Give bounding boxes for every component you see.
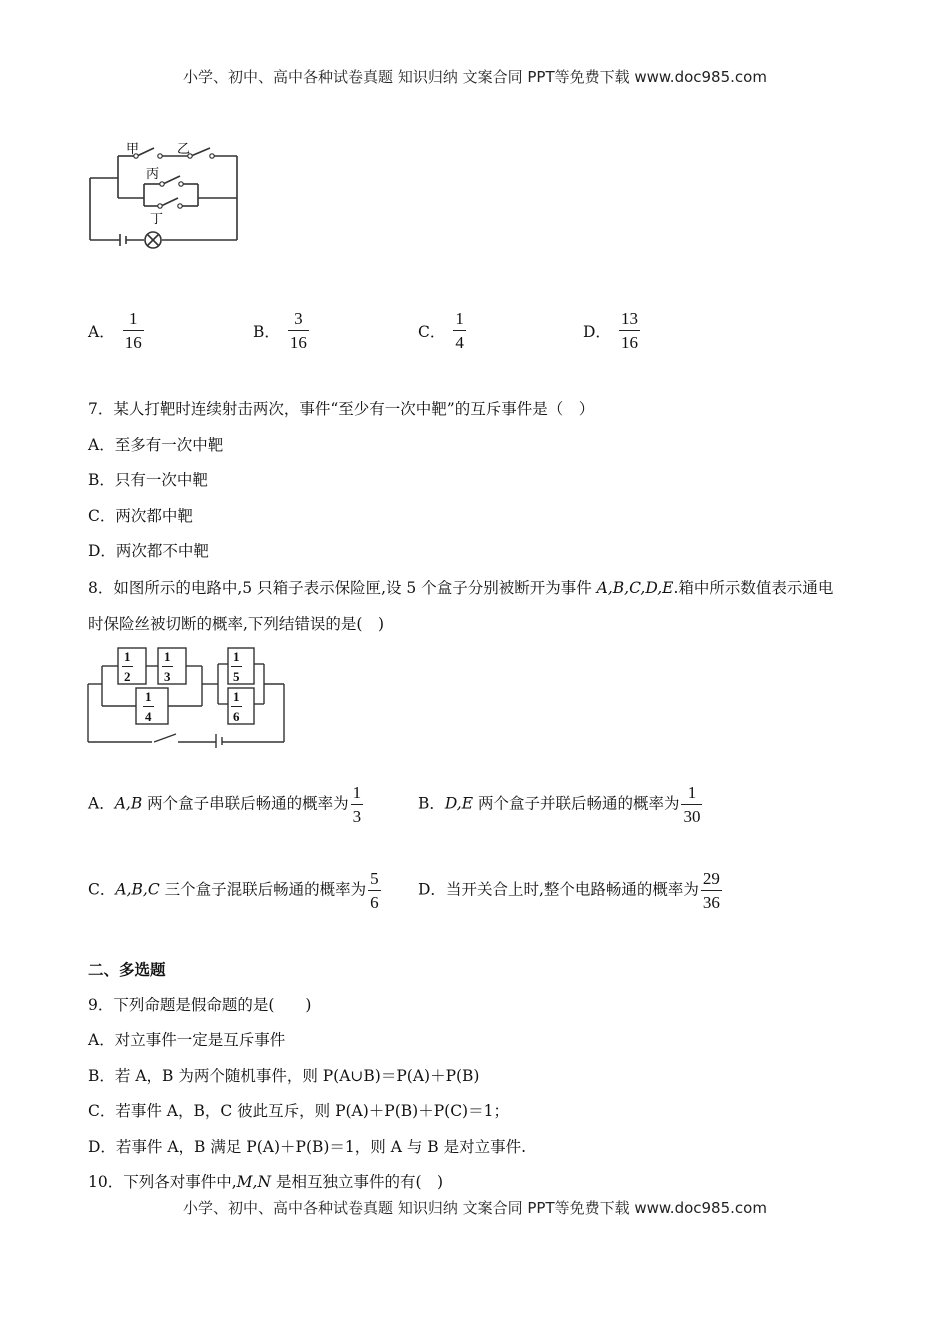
fraction: $\frac{1}{3}$	[352, 783, 362, 826]
fuse-box-b: $\frac{1}{3}$	[164, 649, 171, 684]
fuse-box-a: $\frac{1}{2}$	[124, 649, 131, 684]
fraction: $\frac{3}{16}$	[289, 309, 307, 352]
fuse-box-d: $\frac{1}{5}$	[233, 649, 240, 684]
section-title: 二、多选题	[88, 961, 166, 979]
q8-option-a[interactable]: A．A,B 两个盒子串联后畅通的概率为 $\frac{1}{3}$	[88, 783, 362, 826]
circuit-diagram-2	[84, 644, 294, 748]
q6-option-c[interactable]: C． $\frac{1}{4}$	[418, 309, 464, 352]
page-header: 小学、初中、高中各种试卷真题 知识归纳 文案合同 PPT等免费下载 www.doc985.com	[183, 68, 767, 86]
q9-option-c[interactable]: C．若事件 A，B，C 彼此互斥，则 P(A)＋P(B)＋P(C)＝1；	[88, 1102, 509, 1120]
fuse-box-c: $\frac{1}{4}$	[145, 689, 152, 724]
q7-option-d[interactable]: D．两次都不中靶	[88, 542, 209, 560]
q7-option-b[interactable]: B．只有一次中靶	[88, 471, 208, 489]
switch-label-ding: 丁	[150, 212, 164, 227]
q6-option-a[interactable]: A． $\frac{1}{16}$	[88, 309, 142, 352]
page-footer: 小学、初中、高中各种试卷真题 知识归纳 文案合同 PPT等免费下载 www.doc985.com	[183, 1199, 767, 1217]
switch-label-jia: 甲	[126, 142, 140, 157]
fraction: $\frac{5}{6}$	[370, 869, 379, 912]
q7-stem: 7．某人打靶时连续射击两次，事件“至少有一次中靶”的互斥事件是（ ）	[88, 400, 595, 418]
fuse-box-e: $\frac{1}{6}$	[233, 689, 240, 724]
q8-option-b[interactable]: B．D,E 两个盒子并联后畅通的概率为 $\frac{1}{30}$	[418, 783, 701, 826]
fraction: $\frac{29}{36}$	[702, 869, 720, 912]
fraction: $\frac{1}{4}$	[455, 309, 464, 352]
q7-option-c[interactable]: C．两次都中靶	[88, 507, 193, 525]
q8-option-d[interactable]: D．当开关合上时,整个电路畅通的概率为 $\frac{29}{36}$	[418, 869, 720, 912]
q9-option-b[interactable]: B．若 A，B 为两个随机事件，则 P(A∪B)＝P(A)＋P(B)	[88, 1067, 480, 1085]
q8-stem-line2: 时保险丝被切断的概率,下列结错误的是( )	[88, 615, 385, 633]
fraction: $\frac{13}{16}$	[620, 309, 638, 352]
q9-option-a[interactable]: A．对立事件一定是互斥事件	[88, 1031, 286, 1049]
q6-option-b[interactable]: B． $\frac{3}{16}$	[253, 309, 307, 352]
q8-option-c[interactable]: C．A,B,C 三个盒子混联后畅通的概率为 $\frac{5}{6}$	[88, 869, 379, 912]
q6-option-d[interactable]: D． $\frac{13}{16}$	[583, 309, 638, 352]
switch-label-bing: 丙	[146, 167, 160, 182]
switch-label-yi: 乙	[177, 142, 191, 157]
circuit-diagram-1	[82, 136, 252, 256]
q9-option-d[interactable]: D．若事件 A，B 满足 P(A)＋P(B)＝1，则 A 与 B 是对立事件.	[88, 1138, 527, 1156]
fraction: $\frac{1}{16}$	[124, 309, 142, 352]
q8-stem-line1: 8．如图所示的电路中,5 只箱子表示保险匣,设 5 个盒子分别被断开为事件 A,B,C,D,E.箱中所示数值表示通电	[88, 579, 834, 597]
q9-stem: 9．下列命题是假命题的是( )	[88, 996, 312, 1014]
fraction: $\frac{1}{30}$	[683, 783, 701, 826]
q10-stem: 10．下列各对事件中,M,N 是相互独立事件的有( )	[88, 1173, 444, 1191]
q7-option-a[interactable]: A．至多有一次中靶	[88, 436, 224, 454]
